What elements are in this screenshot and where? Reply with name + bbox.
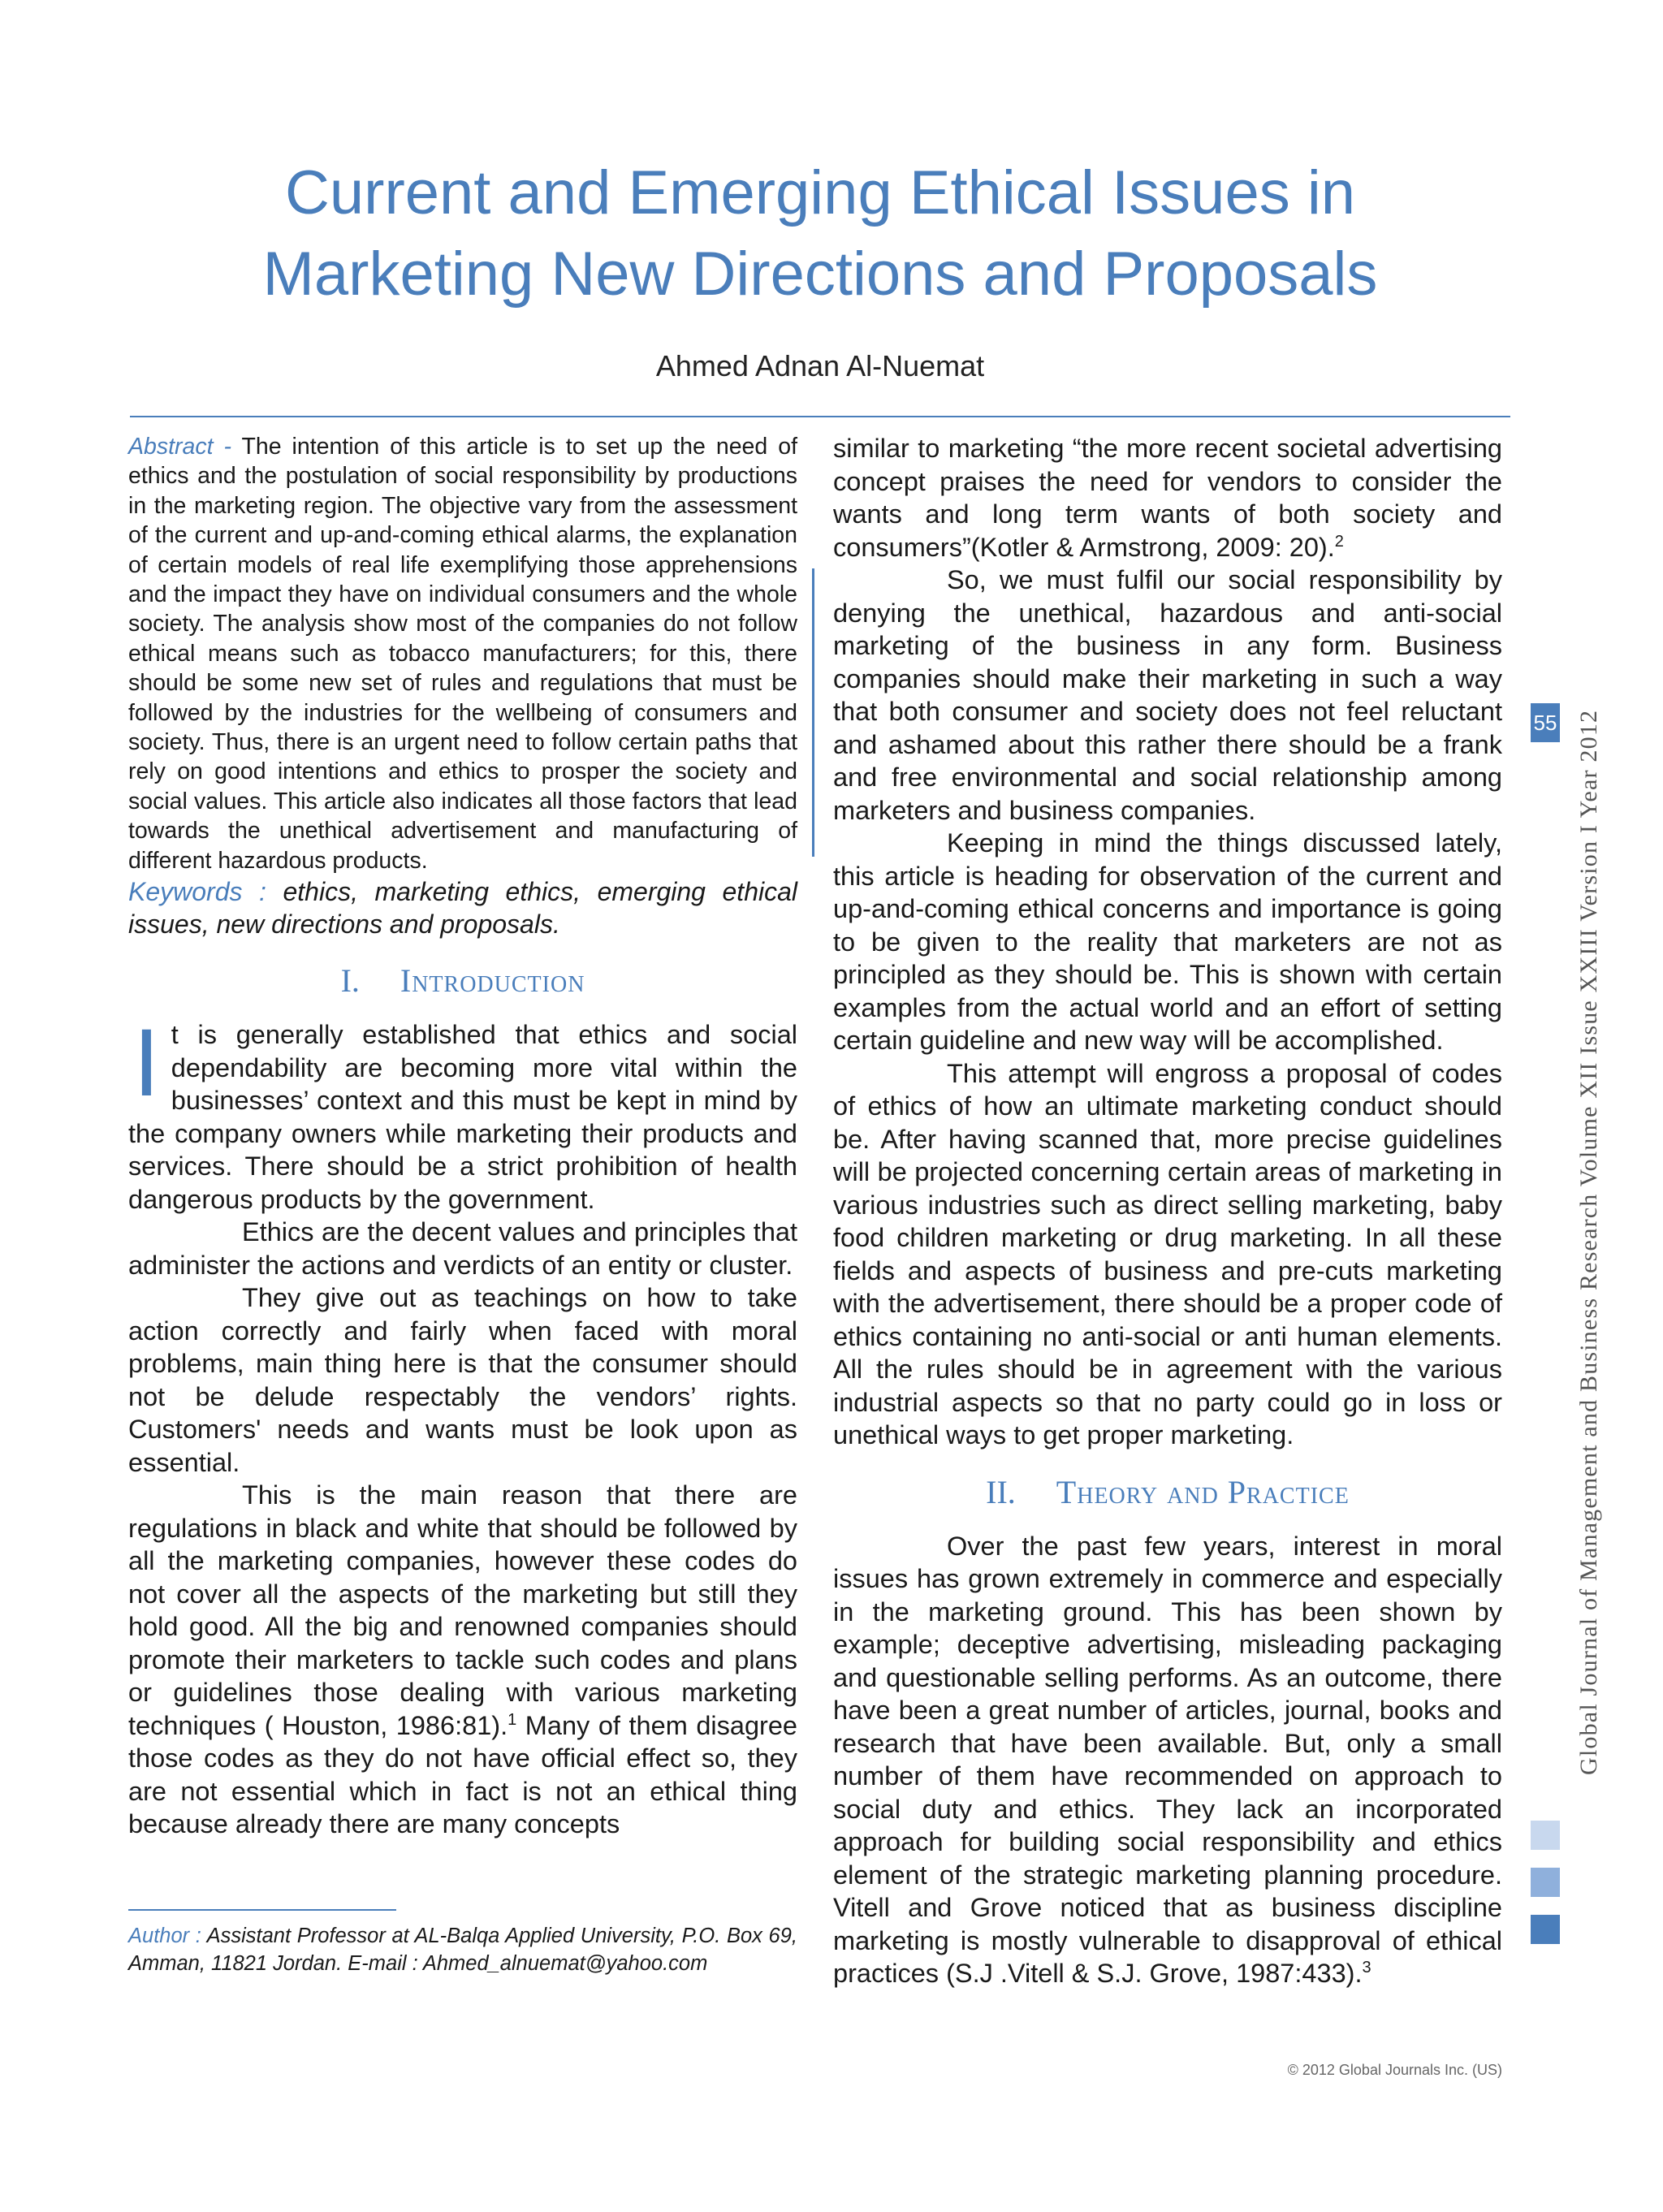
footnote-ref-3: 3 [1362, 1959, 1371, 1977]
author-name: Ahmed Adnan Al-Nuemat [655, 349, 985, 382]
intro-paragraph-4 [128, 1479, 797, 1841]
paper-title [130, 153, 1510, 315]
footnote-divider [128, 1909, 396, 1911]
section-heading-theory [833, 1473, 1502, 1512]
author-footnote [128, 1922, 797, 1977]
paragraph-text: Over the past few years, interest in moral issues has grown extremely in commerce and especially in the marketing ground. This has been shown by example; deceptive advertising, misleading packaging and questionable selling performs. As an outcome, there have been a great number of articles, journal, books and research that have been available. But, only a small number of them have recommended on approach to social duty and ethics. They lack an incorporated approach for building social responsibility and ethics element of the strategic marketing planning procedure. Vitell and Grove noticed that as business discipline marketing is mostly vulnerable to disapproval of ethical practices (S.J .Vitell & S.J. Grove, 1987:433). [833, 1531, 1502, 1988]
right-paragraph-1 [833, 432, 1502, 564]
footnote-ref-2: 2 [1334, 532, 1344, 551]
decorative-square-dark [1531, 1915, 1560, 1944]
drop-cap: I [133, 1009, 160, 1117]
right-paragraph-4: This attempt will engross a proposal of codes of ethics of how an ultimate marketing conduct should be. After having scanned that, more precise guidelines will be projected concerning certain areas of marketing in various industries such as direct selling marketing, baby food children marketing or drug marketing. In all these fields and aspects of business and pre-cuts marketing with the advertisement, there should be a proper code of ethics containing no anti-social or anti human elements. All the rules should be in agreement with the various industrial aspects so that no party could go in loss or unethical ways to get proper marketing. [833, 1058, 1502, 1449]
right-paragraph-2: So, we must fulfil our social responsibility by denying the unethical, hazardous and anti-social marketing of the business in any form. Business companies should make their marketing in such a way that both consumer and society does not feel reluctant and ashamed about this rather there should be a frank and free environmental and social relationship among marketers and business companies. [833, 565, 1502, 825]
intro-paragraph-2: Ethics are the decent values and principles that administer the actions and verdicts of an entity or cluster. [128, 1217, 797, 1280]
section-number: I. [340, 962, 360, 1000]
header-divider [130, 416, 1510, 417]
intro-paragraph-1 [128, 1009, 797, 1216]
footnote-label: Author : [128, 1925, 207, 1947]
keywords-label: Keywords : [128, 877, 266, 907]
intro-paragraph-3: They give out as teachings on how to take action correctly and fairly when faced with moral problems, main thing here is that the consumer should not be delude respectably the vendors’ rights. Customers' needs and wants must be look upon as essential. [128, 1283, 797, 1477]
column-divider [812, 568, 814, 857]
section-title: Introduction [400, 962, 585, 1000]
right-column [833, 432, 1502, 1990]
journal-sidebar-text: Global Journal of Management and Business Research Volume XII Issue XXIII Version I Year 2012 [1575, 709, 1602, 1775]
abstract [128, 432, 797, 875]
paragraph-text: This is the main reason that there are regulations in black and white that should be followed by all the marketing companies, however these codes do not cover all the aspects of the marketing but still they hold good. All the big and renowned companies should promote their marketers to tackle such codes and plans or guidelines those dealing with various marketing techniques ( Houston, 1986:81). [128, 1480, 797, 1740]
paragraph-text: t is generally established that ethics and social dependability are becoming more vital within the businesses’ context and this must be kept in mind by the company owners while marketing their products and services. There should be a strict prohibition of health dangerous products by the government. [128, 1020, 797, 1214]
footnote-ref-1: 1 [508, 1710, 517, 1729]
page-number: 55 [1531, 703, 1560, 742]
right-paragraph-3: Keeping in mind the things discussed lately, this article is heading for observation of the current and up-and-coming ethical concerns and importance is going to be given to the reality that marketers are not as principled as they should be. This is shown with certain examples from the actual world and an effort of setting certain guideline and new way will be accomplished. [833, 828, 1502, 1055]
section-heading-introduction [128, 961, 797, 1000]
copyright-notice: © 2012 Global Journals Inc. (US) [1287, 2062, 1502, 2078]
keywords [128, 875, 797, 940]
decorative-square-light [1531, 1821, 1560, 1850]
abstract-label: Abstract - [128, 434, 231, 460]
left-column [128, 432, 797, 1841]
paragraph-text: similar to marketing “the more recent societal advertising concept praises the need for vendors to consider the wants and long term wants of both society and consumers”(Kotler & Armstrong, 2009: 20). [833, 434, 1502, 562]
title-line-2: Marketing New Directions and Proposals [262, 240, 1378, 309]
title-line-1: Current and Emerging Ethical Issues in [285, 158, 1355, 227]
right-paragraph-5 [833, 1530, 1502, 1990]
section-title: Theory and Practice [1056, 1473, 1350, 1510]
decorative-square-medium [1531, 1868, 1560, 1897]
abstract-text: The intention of this article is to set up the need of ethics and the postulation of social responsibility by productions in the marketing region. The objective vary from the assessment of the current and up-and-coming ethical alarms, the explanation of certain models of real life exemplifying those apprehensions and the impact they have on individual consumers and the whole society. The analysis show most of the companies do not follow ethical means such as tobacco manufacturers; for this, there should be some new set of rules and regulations that must be followed by the industries for the wellbeing of consumers and society. Thus, there is an urgent need to follow certain paths that rely on good intentions and ethics to prosper the society and social values. This article also indicates all those factors that lead towards the unethical advertisement and manufacturing of different hazardous products. [128, 434, 797, 874]
keywords-text: ethics, marketing ethics, emerging ethical issues, new directions and proposals. [128, 877, 798, 940]
section-number: II. [986, 1473, 1016, 1510]
footnote-text: Assistant Professor at AL-Balqa Applied University, P.O. Box 69, Amman, 11821 Jordan. E-mail : Ahmed_alnuemat@yahoo.com [128, 1925, 797, 1975]
paragraph-text-tail: Many of them disagree those codes as they do not have official effect so, they are not essential which in fact is not an ethical thing because already there are many concepts [128, 1710, 797, 1839]
